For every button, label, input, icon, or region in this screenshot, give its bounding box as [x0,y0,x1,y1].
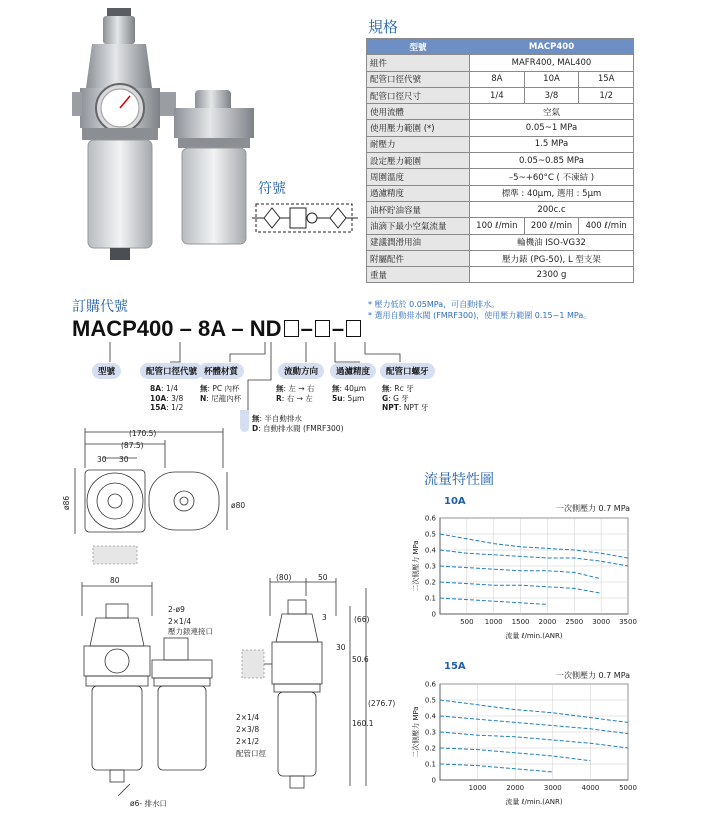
y-axis-label: 二次側壓力 MPa [412,540,420,592]
x-axis-label: 流量 ℓ/min.(ANR) [505,632,563,640]
port-label: 2×1/2 [236,737,260,746]
dim-label: 2-ø9 [168,605,185,614]
spec-row-value: 2300 g [470,267,634,283]
port-label: 2×1/4 [236,713,260,722]
dim-label: 160.1 [352,719,374,728]
flow-title: 流量特性圖 [424,472,494,488]
dim-label: (80) [276,573,292,582]
y-tick-label: 0.3 [424,728,436,737]
x-tick-label: 3500 [619,618,637,626]
spec-note: * 壓力低於 0.05MPa，可自動排水。 [368,300,500,309]
spec-row-label: 油杯貯油容量 [367,201,470,217]
symbol-title: 符號 [258,181,286,197]
series-line [440,550,628,566]
order-dash: – [331,316,345,341]
series-line [440,716,628,734]
spec-row [367,234,634,250]
order-field-filter: 過濾精度 [330,363,376,379]
chart-10a [408,510,638,650]
spec-row-value: 1/4 [470,87,525,103]
x-axis-label: 流量 ℓ/min.(ANR) [505,798,563,806]
spec-row [367,153,634,169]
spec-row-value: 0.05~0.85 MPa [470,153,634,169]
dim-label: 50 [318,573,328,582]
x-tick-label: 3000 [543,784,562,792]
spec-row-value: 100 ℓ/min [470,218,525,234]
x-tick-label: 5000 [619,784,637,792]
spec-row [367,71,634,87]
spec-row-value: 輪機油 ISO-VG32 [470,234,634,250]
dim-label: ø86 [62,495,71,510]
spec-row-label: 油滴下最小空氣流量 [367,218,470,234]
y-tick-label: 0.6 [424,514,436,523]
dim-label: 2×1/4 [168,617,192,626]
spec-row-label: 耐壓力 [367,136,470,152]
spec-row-label: 過濾精度 [367,185,470,201]
order-model: MACP400 [72,316,174,341]
spec-row [367,201,634,217]
chart-10a-primary: 一次側壓力 0.7 MPa [556,504,631,513]
spec-row [367,267,634,283]
order-options-bowl: 無: PC 內杯 N: 尼龍內杯 [200,384,242,403]
y-tick-label: 0.4 [424,546,436,555]
spec-row-value: 空氣 [470,104,634,120]
order-options-flow: 無: 左 → 右 R: 右 → 左 [276,384,315,403]
spec-header-value: MACP400 [470,39,634,55]
front-view-drawing [70,576,230,812]
spec-row-label: 配管口徑尺寸 [367,87,470,103]
order-field-model: 型號 [92,363,121,379]
spec-row-value: 8A [470,71,525,87]
spec-row-label: 設定壓力範圍 [367,153,470,169]
spec-row [367,169,634,185]
order-dash: – [179,316,192,341]
spec-row-value: 標準 : 40μm, 選用 : 5μm [470,185,634,201]
spec-row [367,136,634,152]
x-tick-label: 3000 [592,618,611,626]
spec-row-label: 重量 [367,267,470,283]
dim-label: 30 [336,643,346,652]
order-port: 8A [197,316,226,341]
series-line [440,534,628,558]
spec-row-value: MAFR400, MAL400 [470,55,634,71]
order-options-filter: 無: 40μm 5u: 5μm [332,384,367,403]
spec-note: * 選用自動排水閥 (FMRF300)，使用壓力範圍 0.15~1 MPa。 [368,311,592,320]
chart-15a-primary: 一次側壓力 0.7 MPa [556,671,631,680]
y-tick-label: 0 [431,610,436,619]
dim-label: 3 [322,613,327,622]
order-field-thread: 配管口螺牙 [380,363,435,379]
y-tick-label: 0.2 [424,578,436,587]
top-view-drawing [55,428,255,578]
chart-10a-title: 10A [444,496,466,507]
chart-15a [408,676,638,816]
spec-row-value: 200 ℓ/min [524,218,579,234]
port-label: 配管口徑 [236,749,266,758]
order-box-filter [315,320,330,337]
spec-row [367,185,634,201]
order-field-port: 配管口徑代號 [140,363,203,379]
spec-row [367,104,634,120]
x-tick-label: 4000 [581,784,600,792]
spec-table [366,38,634,283]
spec-row-label: 使用壓力範圍 (*) [367,120,470,136]
x-tick-label: 2000 [538,618,557,626]
x-tick-label: 1000 [468,784,487,792]
y-axis-label: 二次側壓力 MPa [412,706,420,758]
spec-row-value: 壓力錶 (PG-50), L 型支架 [470,250,634,266]
order-options-drain: 無: 半自動排水 D: 自動排水閥 (FMRF300) [252,414,344,433]
spec-row [367,87,634,103]
spec-row-value: 0.05~1 MPa [470,120,634,136]
spec-row-value: –5~+60°C ( 不凍結 ) [470,169,634,185]
order-field-bowl: 杯體材質 [198,363,244,379]
spec-title: 規格 [368,18,399,36]
product-image [70,8,260,268]
dim-label: 80 [110,576,120,585]
x-tick-label: 1000 [484,618,503,626]
spec-row [367,218,634,234]
y-tick-label: 0.2 [424,744,436,753]
spec-row-label: 使用流體 [367,104,470,120]
spec-row-value: 3/8 [524,87,579,103]
x-tick-label: 1500 [511,618,530,626]
x-tick-label: 2500 [565,618,584,626]
y-tick-label: 0.6 [424,680,436,689]
order-box-drain [284,320,299,337]
dim-label: (170.5) [129,429,157,438]
spec-row-value: 200c.c [470,201,634,217]
side-view-drawing [232,573,396,812]
y-tick-label: 0.3 [424,562,436,571]
spec-row-label: 建議潤滑用油 [367,234,470,250]
order-code [72,316,363,342]
y-tick-label: 0.4 [424,712,436,721]
series-line [440,700,628,722]
y-tick-label: 0.5 [424,696,436,705]
spec-row-value: 10A [524,71,579,87]
pneumatic-symbol [250,200,360,236]
dim-label: (66) [354,615,370,624]
y-tick-label: 0.1 [424,760,436,769]
dim-label: 30 [119,455,129,464]
spec-row-value: 1/2 [579,87,634,103]
series-line [440,764,553,772]
order-dash: – [231,316,244,341]
dim-label: 壓力錶連接口 [168,627,213,636]
chart-15a-title: 15A [444,661,466,672]
dim-label: (87.5) [121,441,144,450]
order-field-flow: 流動方向 [278,363,324,379]
y-tick-label: 0 [431,776,436,785]
x-tick-label: 500 [460,618,474,626]
y-tick-label: 0.1 [424,594,436,603]
order-options-thread: 無: Rc 牙 G: G 牙 NPT: NPT 牙 [382,384,429,412]
order-title: 訂購代號 [72,299,128,315]
spec-row [367,120,634,136]
order-dash: – [300,316,313,341]
dim-label: (276.7) [368,699,396,708]
spec-header-label: 型號 [367,39,470,55]
spec-row-label: 配管口徑代號 [367,71,470,87]
spec-notes [368,299,591,321]
series-line [440,732,628,748]
dim-label: 50.6 [352,655,369,664]
dim-label: ø80 [231,501,246,510]
spec-row-value: 1.5 MPa [470,136,634,152]
spec-row-label: 附屬配件 [367,250,470,266]
order-options-port: 8A: 1/4 10A: 3/8 15A: 1/2 [150,384,184,412]
order-bowl: ND [249,316,282,341]
spec-header-row [367,39,634,55]
port-label: 2×3/8 [236,725,260,734]
spec-row-label: 組件 [367,55,470,71]
spec-row-value: 15A [579,71,634,87]
y-tick-label: 0.5 [424,530,436,539]
spec-row [367,55,634,71]
dim-label: ø6- 排水口 [130,799,167,808]
spec-row-label: 周圍溫度 [367,169,470,185]
spec-row [367,250,634,266]
x-tick-label: 2000 [506,784,525,792]
spec-row-value: 400 ℓ/min [579,218,634,234]
dim-label: 30 [97,455,107,464]
order-box-thread [346,320,361,337]
